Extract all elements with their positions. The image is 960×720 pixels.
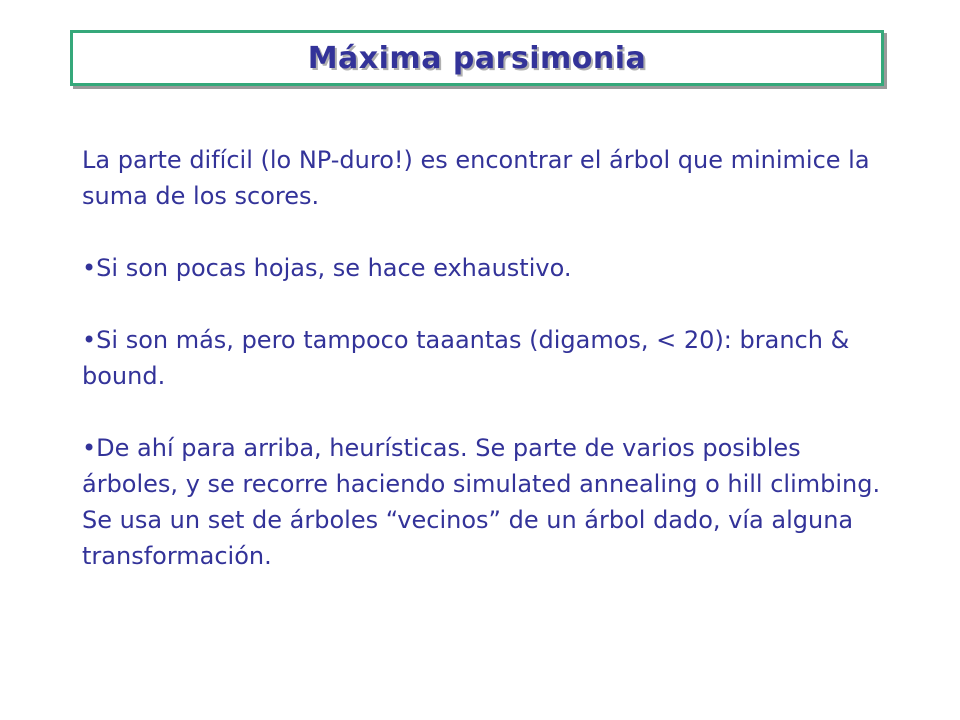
bullet-heuristics: •De ahí para arriba, heurísticas. Se parte de varios posibles árboles, y se recorre haciendo simulated annealing o hill climbing. Se usa un set de árboles “vecinos” de un árbol dado, vía alguna transformación. [82, 434, 881, 570]
slide-title: Máxima parsimonia [307, 40, 647, 76]
bullet-exhaustive: •Si son pocas hojas, se hace exhaustivo. [82, 254, 572, 282]
intro-paragraph: La parte difícil (lo NP-duro!) es encontrar el árbol que minimice la suma de los scores. [82, 146, 870, 210]
title-box [70, 30, 884, 86]
bullet-branch-and-bound: •Si son más, pero tampoco taaantas (digamos, < 20): branch & bound. [82, 326, 850, 390]
slide-body [82, 142, 902, 574]
